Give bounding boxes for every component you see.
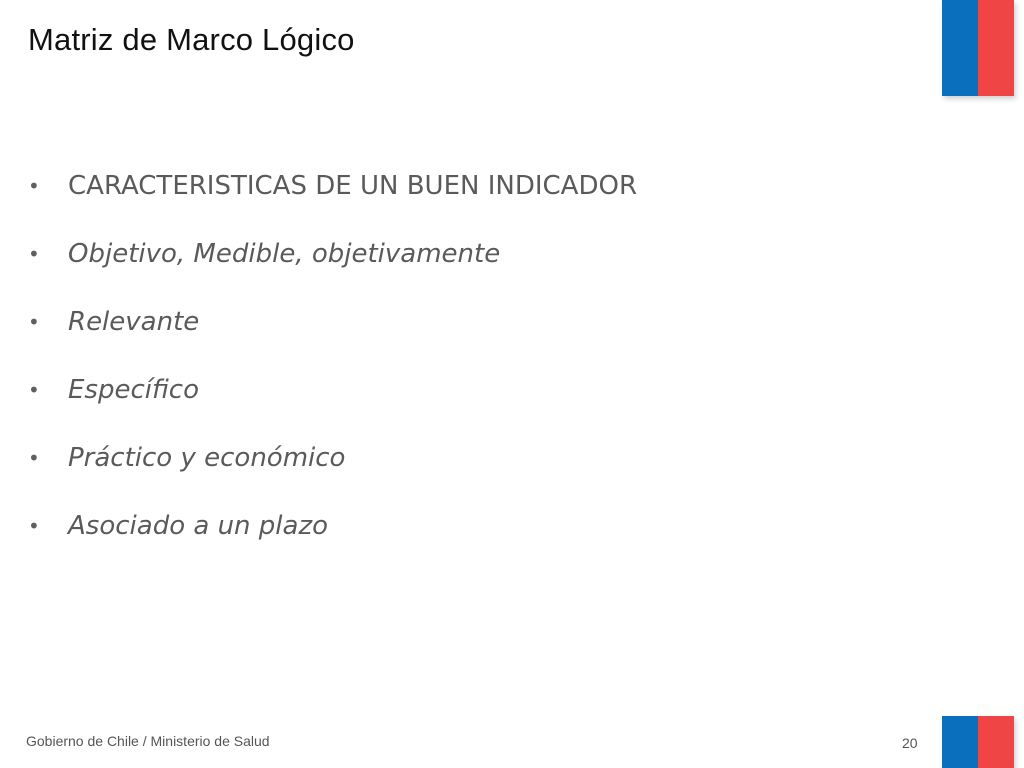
- bullet-text: Relevante: [68, 307, 200, 337]
- bullet-item: [26, 504, 637, 572]
- bullet-item: [26, 368, 637, 436]
- flag-red-stripe: [978, 0, 1014, 96]
- flag-blue-stripe: [942, 0, 978, 96]
- bullet-item: [26, 164, 637, 232]
- bullet-text: Práctico y económico: [68, 443, 346, 473]
- bullet-list: [26, 164, 637, 572]
- chile-flag-logo-bottom: [942, 716, 1014, 768]
- flag-red-stripe: [978, 716, 1014, 768]
- bullet-text: Específico: [68, 375, 199, 405]
- bullet-item: [26, 300, 637, 368]
- bullet-item: [26, 436, 637, 504]
- bullet-dot-icon: •: [28, 242, 40, 266]
- bullet-dot-icon: •: [28, 446, 40, 470]
- footer-text: Gobierno de Chile / Ministerio de Salud: [26, 733, 270, 749]
- page-number: 20: [902, 735, 918, 751]
- bullet-text: CARACTERISTICAS DE UN BUEN INDICADOR: [68, 171, 638, 201]
- bullet-dot-icon: •: [28, 378, 40, 402]
- bullet-text: Objetivo, Medible, objetivamente: [68, 239, 501, 269]
- bullet-text: Asociado a un plazo: [68, 511, 328, 541]
- flag-blue-stripe: [942, 716, 978, 768]
- chile-flag-logo-top: [942, 0, 1014, 96]
- bullet-dot-icon: •: [28, 310, 40, 334]
- bullet-item: [26, 232, 637, 300]
- bullet-dot-icon: •: [28, 514, 40, 538]
- bullet-dot-icon: •: [28, 174, 40, 198]
- slide-title: Matriz de Marco Lógico: [28, 22, 355, 57]
